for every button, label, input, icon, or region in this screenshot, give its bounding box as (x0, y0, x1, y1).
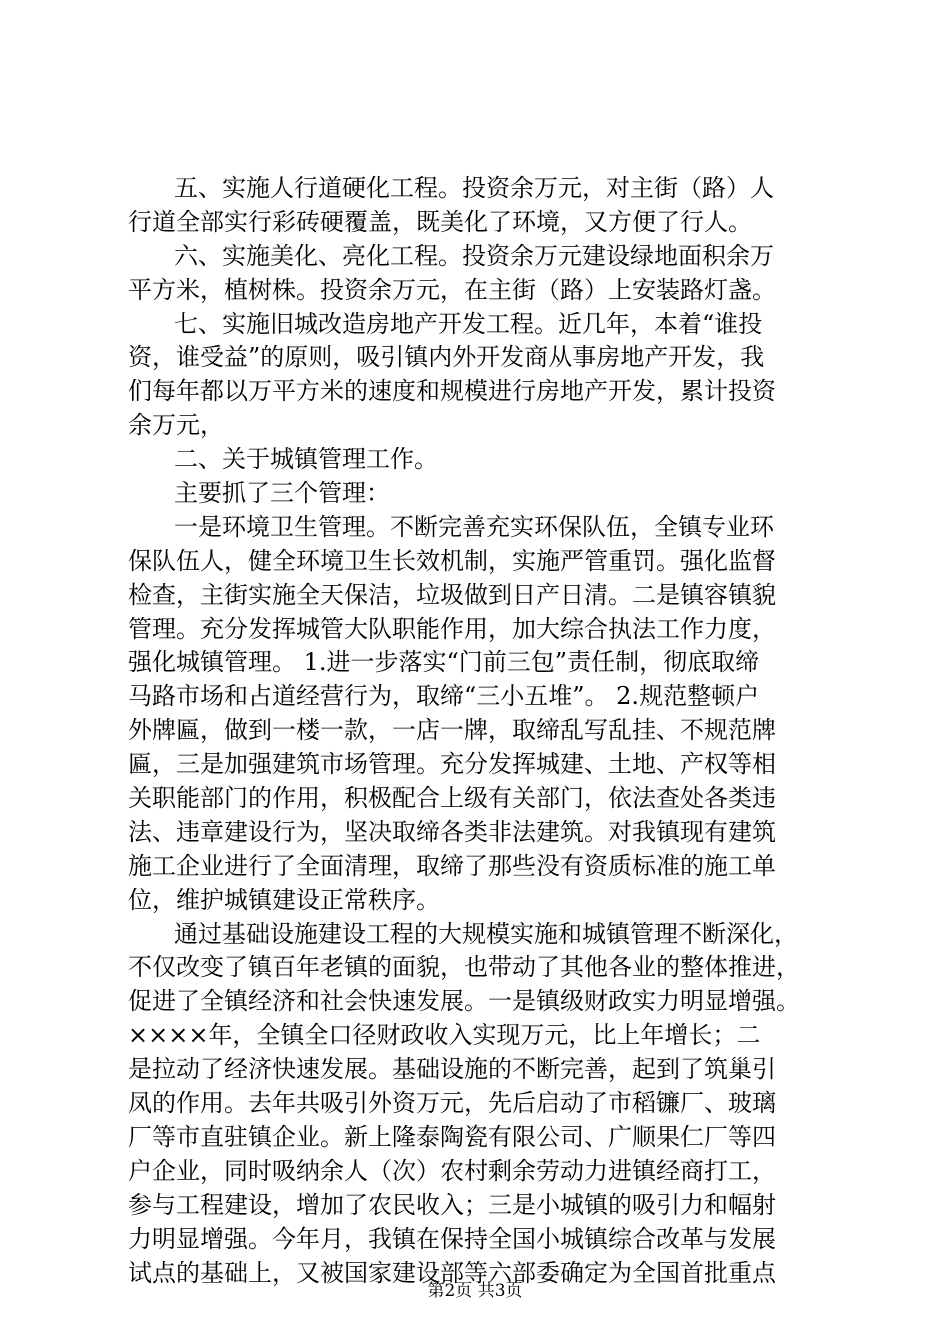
text-line: 平方米，植树株。投资余万元，在主街（路）上安装路灯盏。 (128, 275, 776, 304)
text-line: 厂等市直驻镇企业。新上隆泰陶瓷有限公司、广顺果仁厂等四 (128, 1122, 776, 1151)
text-line: 六、实施美化、亮化工程。投资余万元建设绿地面积余万 (174, 241, 774, 270)
text-line: 试点的基础上，又被国家建设部等六部委确定为全国首批重点 (128, 1258, 776, 1287)
text-line: 施工企业进行了全面清理，取缔了那些没有资质标准的施工单 (128, 851, 776, 880)
text-line: 关职能部门的作用，积极配合上级有关部门，依法查处各类违 (128, 784, 776, 813)
text-line: 户企业，同时吸纳余人（次）农村剩余劳动力进镇经商打工， (128, 1156, 776, 1185)
text-line: 五、实施人行道硬化工程。投资余万元，对主街（路）人 (174, 174, 774, 202)
page-footer (0, 1280, 950, 1302)
text-line: 匾，三是加强建筑市场管理。充分发挥城建、土地、产权等相 (128, 750, 776, 779)
text-line: 们每年都以万平方米的速度和规模进行房地产开发，累计投资 (128, 377, 776, 406)
text-line: 通过基础设施建设工程的大规模实施和城镇管理不断深化， (174, 919, 798, 948)
text-line: 余万元， (128, 411, 224, 440)
text-line: 凤的作用。去年共吸引外资万元，先后启动了市稻镰厂、玻璃 (128, 1089, 776, 1118)
text-line: 主要抓了三个管理： (174, 479, 390, 508)
text-line: 资，谁受益”的原则，吸引镇内外开发商从事房地产开发，我 (128, 343, 765, 372)
text-line: 位，维护城镇建设正常秩序。 (128, 885, 440, 914)
text-line: 马路市场和占道经营行为，取缔“三小五堆”。 2.规范整顿户 (128, 682, 760, 711)
text-line: 一是环境卫生管理。不断完善充实环保队伍，全镇专业环 (174, 512, 774, 541)
text-line: 二、关于城镇管理工作。 (174, 445, 438, 474)
text-line: ××××年，全镇全口径财政收入实现万元，比上年增长；二 (128, 1021, 761, 1050)
text-line: 不仅改变了镇百年老镇的面貌，也带动了其他各业的整体推进， (128, 953, 800, 982)
text-line: 是拉动了经济快速发展。基础设施的不断完善，起到了筑巢引 (128, 1055, 776, 1084)
text-line: 检查，主街实施全天保洁，垃圾做到日产日清。二是镇容镇貌 (128, 580, 776, 609)
document-body (128, 172, 828, 1290)
text-line: 管理。充分发挥城管大队职能作用，加大综合执法工作力度， (128, 614, 776, 643)
text-line: 外牌匾，做到一楼一款，一店一牌，取缔乱写乱挂、不规范牌 (128, 716, 776, 745)
text-line: 促进了全镇经济和社会快速发展。一是镇级财政实力明显增强。 (128, 987, 800, 1016)
text-line: 行道全部实行彩砖硬覆盖，既美化了环境，又方便了行人。 (128, 207, 752, 236)
text-line: 保队伍人，健全环境卫生长效机制，实施严管重罚。强化监督 (128, 546, 776, 575)
page-number: 第2页 共3页 (427, 1281, 523, 1301)
text-line: 力明显增强。今年月，我镇在保持全国小城镇综合改革与发展 (128, 1224, 776, 1253)
text-line: 七、实施旧城改造房地产开发工程。近几年，本着“谁投 (174, 309, 763, 338)
text-line: 法、违章建设行为，坚决取缔各类非法建筑。对我镇现有建筑 (128, 817, 776, 846)
text-line: 参与工程建设，增加了农民收入；三是小城镇的吸引力和幅射 (128, 1190, 776, 1219)
text-line: 强化城镇管理。 1.进一步落实“门前三包”责任制，彻底取缔 (128, 648, 760, 677)
